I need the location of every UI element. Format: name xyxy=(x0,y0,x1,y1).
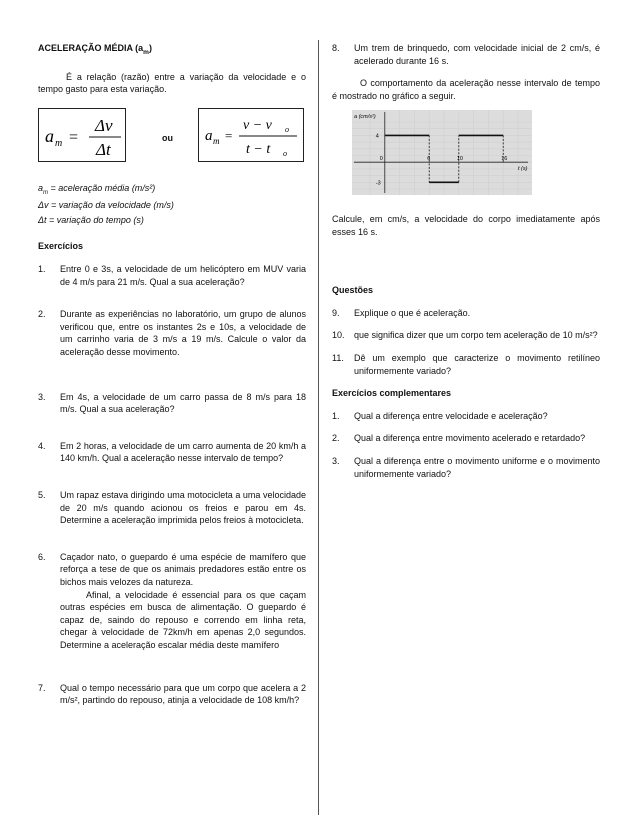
question-paragraph: O comportamento da aceleração nesse intervalo de tempo é mostrado no gráfico a seguir. xyxy=(332,78,600,101)
definitions xyxy=(38,182,306,226)
svg-text:m: m xyxy=(213,136,220,147)
svg-text:v − v: v − v xyxy=(243,118,272,134)
svg-text:t − t: t − t xyxy=(246,142,271,158)
y-axis-label: a (cm/s²) xyxy=(354,114,376,121)
svg-text:a: a xyxy=(45,126,54,147)
y-tick-label: -3 xyxy=(375,180,381,187)
formula-1 xyxy=(39,109,125,161)
question-item: 3. Em 4s, a velocidade de um carro passa de 8 m/s para 18 m/s. Qual a sua aceleração? xyxy=(38,391,306,415)
x-axis-label: t (s) xyxy=(518,166,528,173)
left-column xyxy=(38,42,306,707)
complementary-heading: Exercícios complementares xyxy=(332,388,452,399)
question-item: 2. Durante as experiências no laboratório, um grupo de alunos verificou que, entre os instantes 2s e 10s, a velocidade de um carrinho varia de 3 m/s a 19 m/s. Calcule o valor da aceleração desse movimento. xyxy=(38,309,306,358)
definition-item: $a_m$ = aceleração média (m/s²) xyxy=(38,183,156,196)
question-item: 4. Em 2 horas, a velocidade de um carro aumenta de 20 km/h a 140 km/h. Qual a aceleração nesse intervalo de tempo? xyxy=(38,440,306,464)
x-tick-label: 16 xyxy=(501,156,508,163)
svg-text:=: = xyxy=(225,128,233,144)
svg-text:Δt: Δt xyxy=(96,140,111,160)
right-column xyxy=(332,42,600,480)
column-divider xyxy=(318,40,319,815)
svg-text:o: o xyxy=(283,149,287,159)
formula-row xyxy=(38,108,306,168)
question-item: 1. Entre 0 e 3s, a velocidade de um helicóptero em MUV varia de 4 m/s para 21 m/s. Qual a sua aceleração? xyxy=(38,264,306,287)
svg-text:Δv: Δv xyxy=(95,116,113,136)
question-item: 5. Um rapaz estava dirigindo uma motocicleta a uma velocidade de 20 m/s quando acionou os freios e parou em 4s. Determine a aceleração imprimida pelos freios à motocicleta. xyxy=(38,489,306,526)
question-item: 3. Qual a diferença entre o movimento uniforme e o movimento uniformemente variado? xyxy=(332,455,600,479)
svg-text:=: = xyxy=(69,129,79,147)
svg-text:a: a xyxy=(205,128,213,145)
formula-2 xyxy=(199,109,303,161)
x-tick-label: 10 xyxy=(456,156,463,163)
formula-box-1 xyxy=(38,108,126,162)
questions-heading: Questões xyxy=(332,285,374,296)
acceleration-chart xyxy=(352,110,532,195)
definition-item: Δt = variação do tempo (s) xyxy=(38,214,144,225)
question-item: 8. Um trem de brinquedo, com velocidade inicial de 2 cm/s, é acelerado durante 16 s. xyxy=(332,43,600,66)
question-item: 10. que significa dizer que um corpo tem aceleração de 10 m/s²? xyxy=(332,330,598,341)
or-label: ou xyxy=(162,133,173,144)
question-paragraph: Calcule, em cm/s, a velocidade do corpo imediatamente após esses 16 s. xyxy=(332,213,600,237)
definition-item: Δv = variação da velocidade (m/s) xyxy=(38,200,174,211)
question-item: 2. Qual a diferença entre movimento acelerado e retardado? xyxy=(332,433,586,444)
svg-text:m: m xyxy=(55,138,63,150)
exercises-heading: Exercícios xyxy=(38,241,84,252)
question-item: 9. Explique o que é aceleração. xyxy=(332,307,471,318)
y-tick-label: 4 xyxy=(375,133,379,140)
x-tick-label: 0 xyxy=(379,156,383,163)
question-item: 7. Qual o tempo necessário para que um corpo que acelera a 2 m/s², partindo do repouso, atinja a velocidade de 108 km/h? xyxy=(38,682,306,706)
formula-box-2 xyxy=(198,108,304,162)
page-title: ACELERAÇÃO MÉDIA $(a_m)$ xyxy=(38,43,152,56)
x-tick-label: 6 xyxy=(427,156,431,163)
svg-text:o: o xyxy=(285,125,289,135)
intro-paragraph: É a relação (razão) entre a variação da velocidade e o tempo gasto para esta variação. xyxy=(38,71,306,95)
question-item: 11. Dê um exemplo que caracterize o movimento retilíneo uniformemente variado? xyxy=(332,352,600,376)
question-item: 6. Caçador nato, o guepardo é uma espécie de mamífero que reforça a tese de que os animais predadores estão entre os bichos mais velozes da natureza. Afinal, a velocidade é essencial para os que caçam outras espécies em busca de alimentação. O guepardo é capaz de, saindo do repouso e correndo em linha reta, chegar à velocidade de 72km/h em apenas 2,0 segundos. Determine a aceleração escalar média deste mamífero xyxy=(38,551,306,650)
question-item: 1. Qual a diferença entre velocidade e aceleração? xyxy=(332,410,548,421)
